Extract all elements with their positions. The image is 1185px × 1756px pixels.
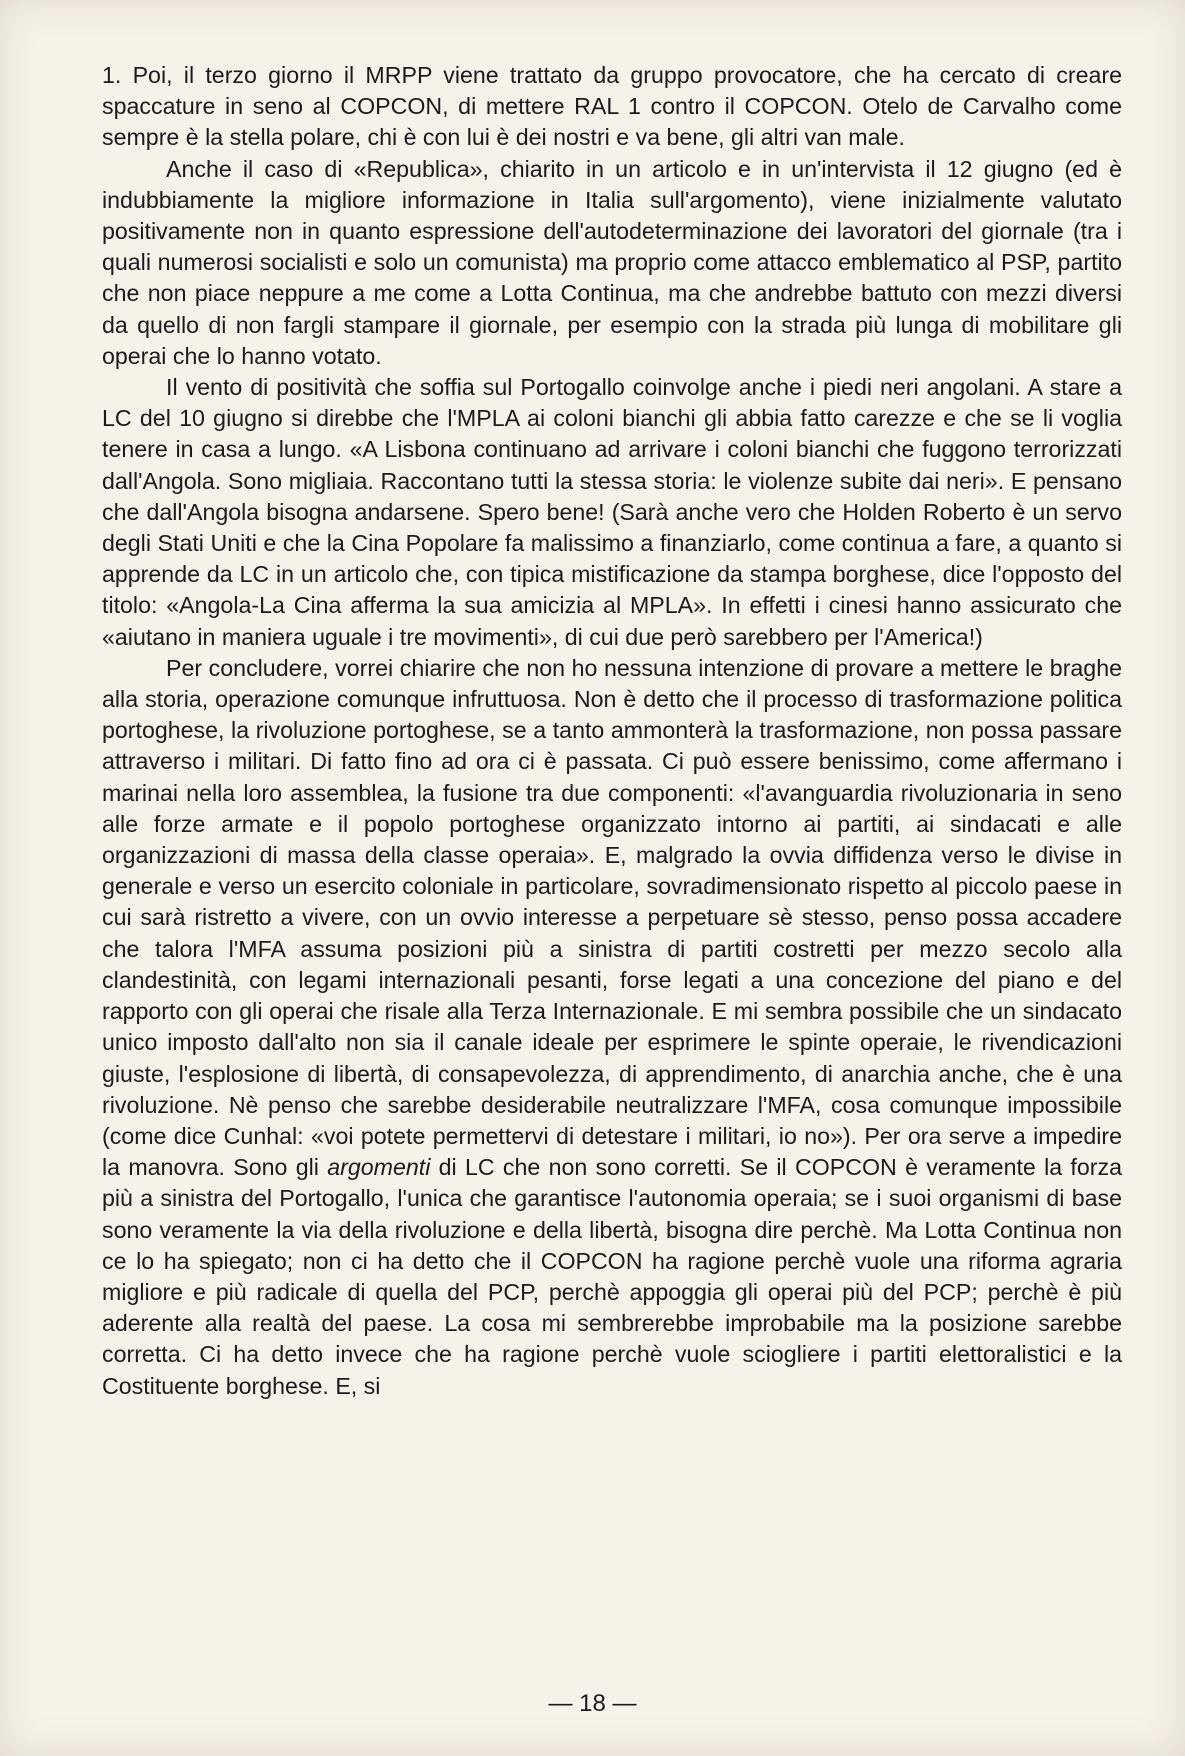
italic-word: argomenti [327, 1154, 431, 1181]
paragraph-4 [102, 653, 1122, 1402]
paragraph-4-text: Per concludere, vorrei chiarire che non ho nessuna intenzione di provare a mettere le braghe alla storia, operazione comunque infruttuosa. Non è detto che il processo di trasformazione politica portoghese, la rivoluzione portoghese, se a tanto ammonterà la trasformazione, non possa passare attraverso i militari. Di fatto fino ad ora ci è passata. Ci può essere benissimo, come affermano i marinai nella loro assemblea, la fusione tra due componenti: «l'avanguardia rivoluzionaria in seno alle forze armate e il popolo portoghese organizzato intorno ai partiti, ai sindacati e alle organizzazioni di massa della classe operaia». E, malgrado la ovvia diffidenza verso le divise in generale e verso un esercito coloniale in particolare, sovradimensionato rispetto al piccolo paese in cui sarà ristretto a vivere, con un ovvio interesse a perpetuare sè stesso, penso possa accadere che talora l'MFA assuma posizioni più a sinistra di partiti costretti per mezzo secolo alla clandestinità, con legami internazionali pesanti, forse legati a una concezione del piano e del rapporto con gli operai che risale alla Terza Internazionale. E mi sembra possibile che un sindacato unico imposto dall'alto non sia il canale ideale per esprimere le spinte operaie, le rivendicazioni giuste, l'esplosione di libertà, di consapevolezza, di apprendimento, di anarchia anche, che è una rivoluzione. Nè penso che sarebbe desiderabile neutralizzare l'MFA, cosa comunque impossibile (come dice Cunhal: «voi potete permettervi di detestare i militari, io no»). Per ora serve a impedire la manovra. Sono gli [102, 654, 1122, 1181]
paragraph-4-text-after: di LC che non sono corretti. Se il COPCON è veramente la forza più a sinistra del Portogallo, l'unica che garantisce l'autonomia operaia; se i suoi organismi di base sono veramente la via della rivoluzione e della libertà, bisogna dire perchè. Ma Lotta Continua non ce lo ha spiegato; non ci ha detto che il COPCON ha ragione perchè vuole una riforma agraria migliore e più radicale di quella del PCP, perchè appoggia gli operai più del PCP; perchè è più aderente alla realtà del paese. La cosa mi sembrerebbe improbabile ma la posizione sarebbe corretta. Ci ha detto invece che ha ragione perchè vuole sciogliere i partiti elettoralistici e la Costituente borghese. E, si [102, 1154, 1122, 1399]
paragraph-3: Il vento di positività che soffia sul Portogallo coinvolge anche i piedi neri angolani. A stare a LC del 10 giugno si direbbe che l'MPLA ai coloni bianchi gli abbia fatto carezze e che se li voglia tenere in casa a lungo. «A Lisbona continuano ad arrivare i coloni bianchi che fuggono terrorizzati dall'Angola. Sono migliaia. Raccontano tutti la stessa storia: le violenze subite dai neri». E pensano che dall'Angola bisogna andarsene. Spero bene! (Sarà anche vero che Holden Roberto è un servo degli Stati Uniti e che la Cina Popolare fa malissimo a finanziarlo, come continua a fare, a quanto si apprende da LC in un articolo che, con tipica mistificazione da stampa borghese, dice l'opposto del titolo: «Angola-La Cina afferma la sua amicizia al MPLA». In effetti i cinesi hanno assicurato che «aiutano in maniera uguale i tre movimenti», di cui due però sarebbero per l'America!) [102, 374, 1122, 650]
body-text [102, 60, 1122, 1402]
page-number: — 18 — [548, 1690, 637, 1717]
paragraph-1: 1. Poi, il terzo giorno il MRPP viene trattato da gruppo provocatore, che ha cercato di creare spaccature in seno al COPCON, di mettere RAL 1 contro il COPCON. Otelo de Carvalho come sempre è la stella polare, chi è con lui è dei nostri e va bene, gli altri van male. [102, 62, 1122, 151]
paragraph-2: Anche il caso di «Republica», chiarito in un articolo e in un'intervista il 12 giugno (ed è indubbiamente la migliore informazione in Italia sull'argomento), viene inizialmente valutato positivamente non in quanto espressione dell'autodeterminazione dei lavoratori del giornale (tra i quali numerosi socialisti e solo un comunista) ma proprio come attacco emblematico al PSP, partito che non piace neppure a me come a Lotta Continua, ma che andrebbe battuto con mezzi diversi da quello di non fargli stampare il giornale, per esempio con la strada più lunga di mobilitare gli operai che lo hanno votato. [102, 155, 1122, 369]
